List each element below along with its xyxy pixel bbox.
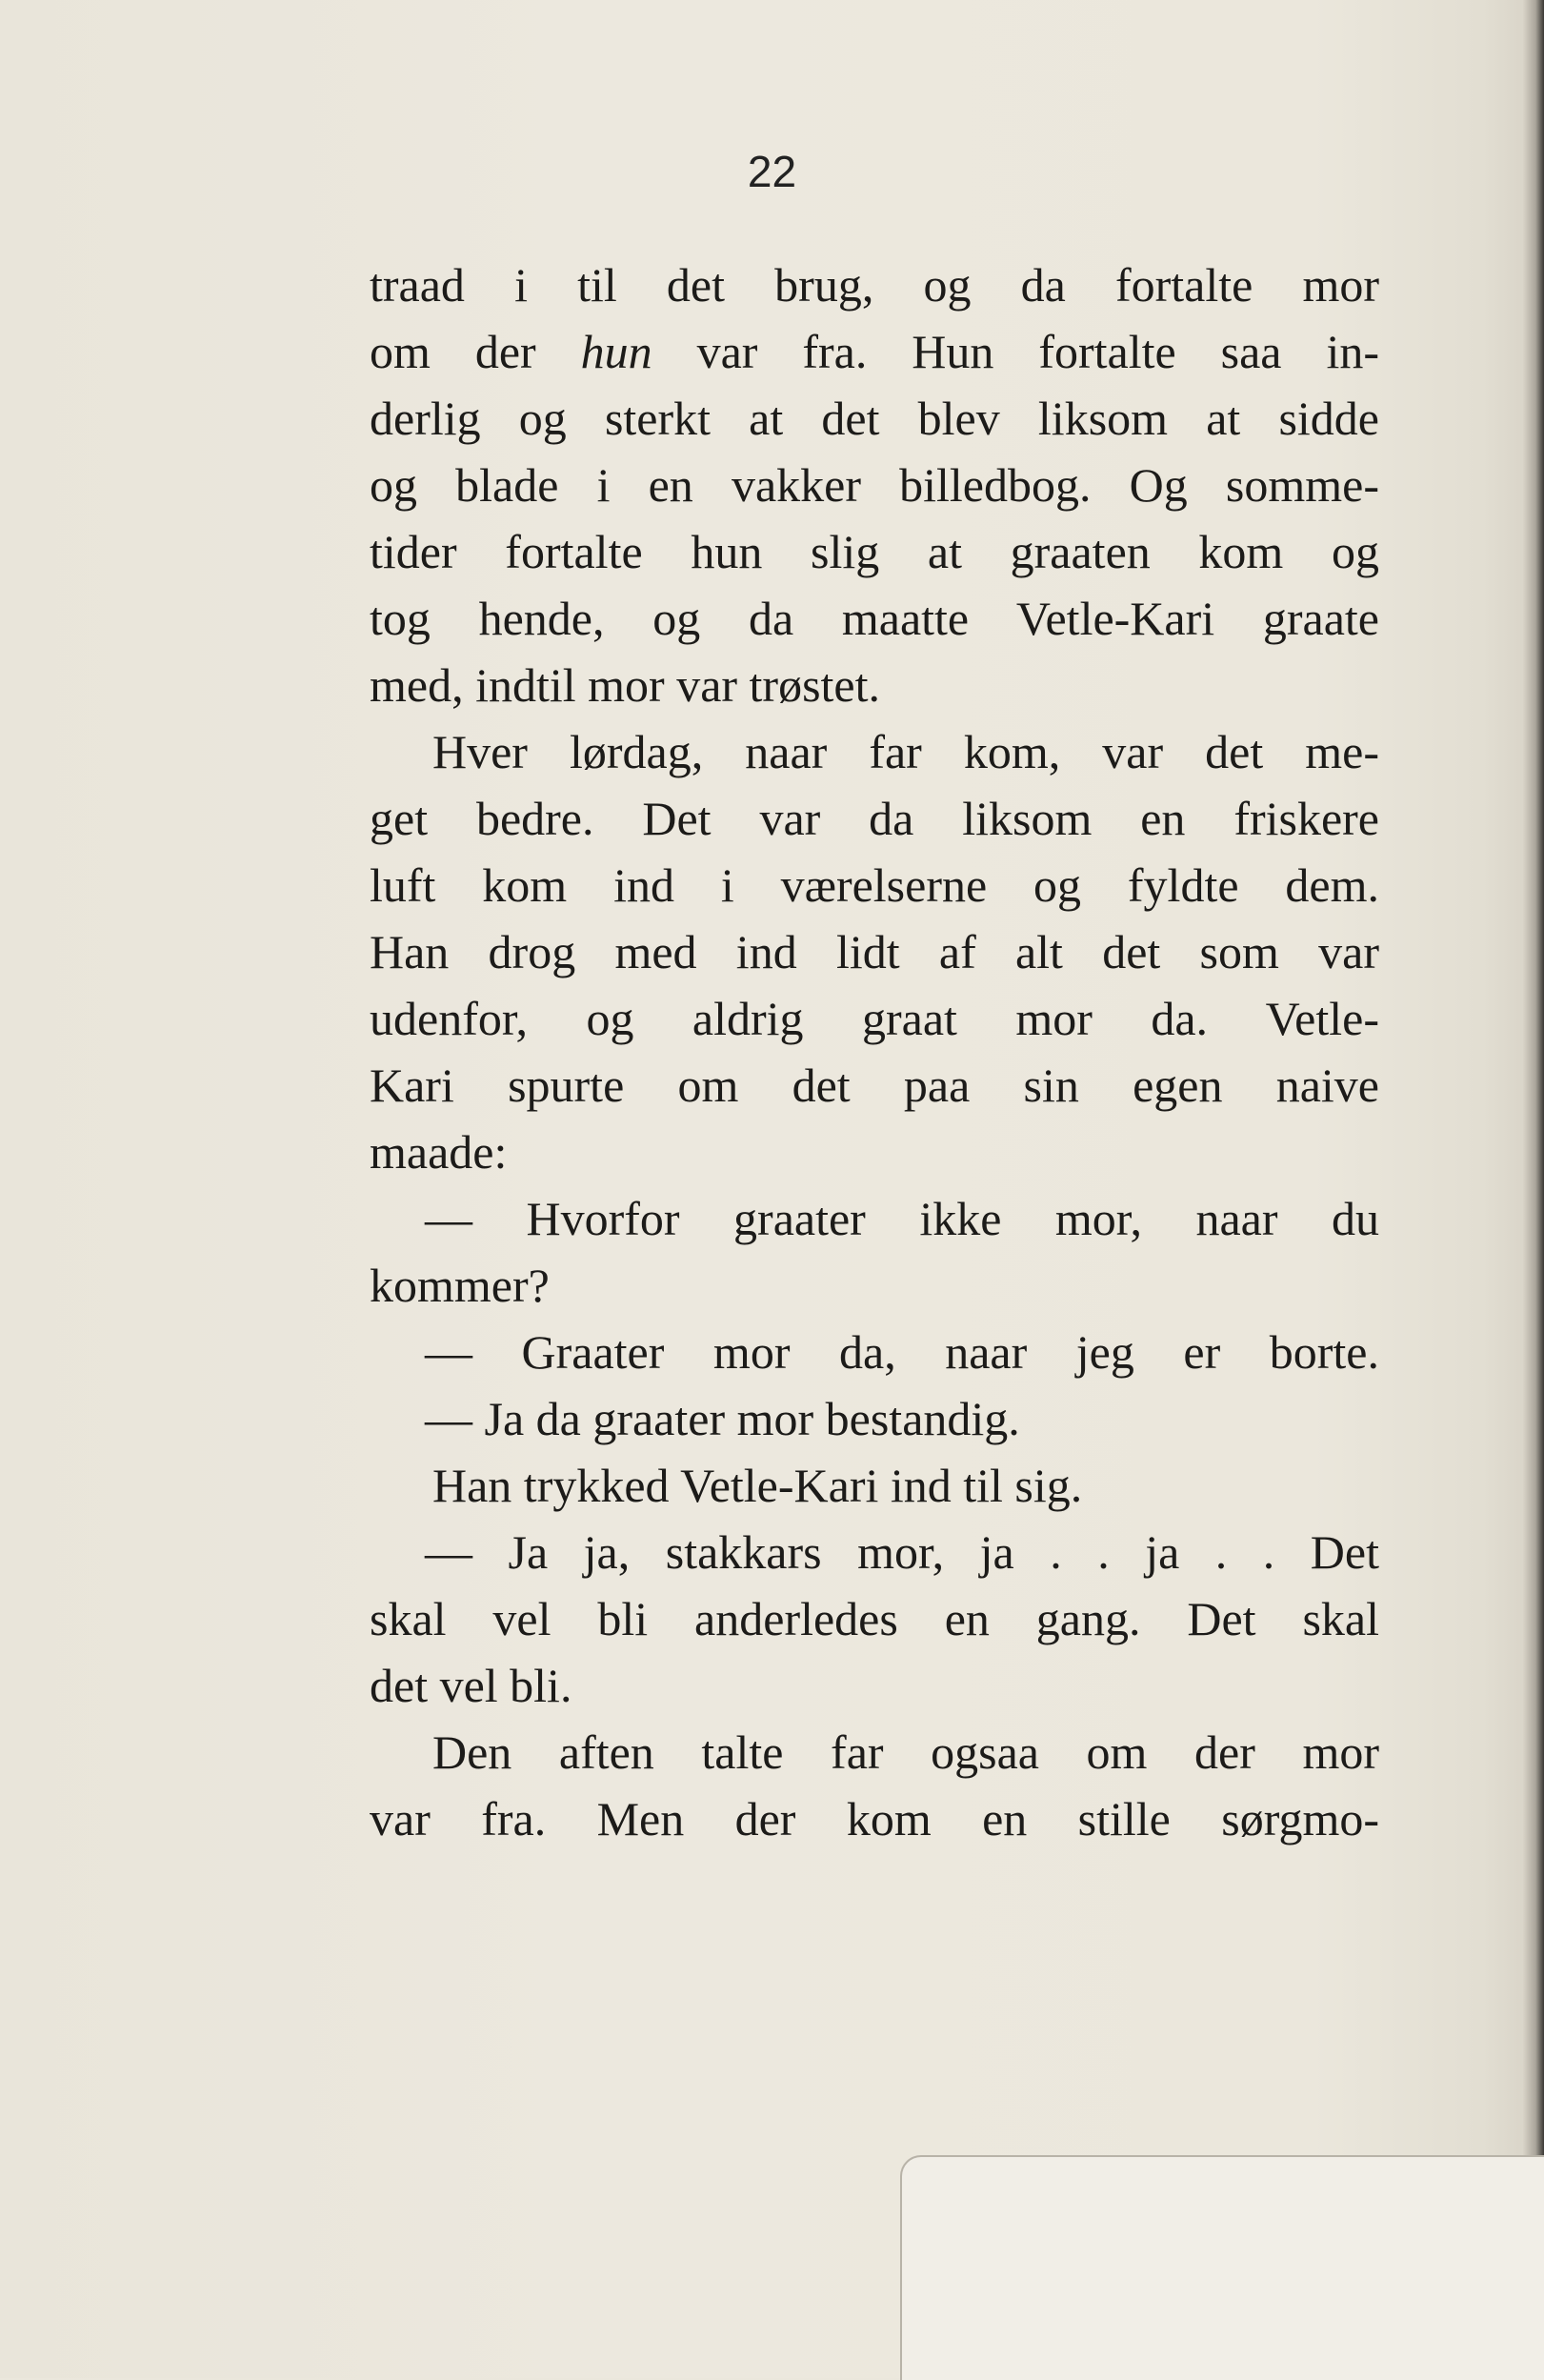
text-line <box>370 318 1379 385</box>
page-number: 22 <box>747 147 797 196</box>
paragraph-1 <box>370 252 1379 718</box>
text-line: Kari spurte om det paa sin egen naive <box>370 1059 1379 1112</box>
text-line: udenfor, og aldrig graat mor da. Vetle- <box>370 992 1379 1045</box>
text-line: og blade i en vakker billedbog. Og somme- <box>370 458 1379 512</box>
paragraph-4 <box>370 1319 1379 1385</box>
text-fragment: var fra. Hun fortalte saa in- <box>652 325 1379 378</box>
dialogue-line: — Graater mor da, naar jeg er borte. <box>425 1325 1379 1379</box>
page-right-edge <box>1523 0 1544 2378</box>
text-line: Hver lørdag, naar far kom, var det me- <box>432 725 1379 778</box>
dialogue-line: — Hvorfor graater ikke mor, naar du <box>425 1192 1379 1245</box>
paragraph-5 <box>370 1385 1379 1452</box>
text-line: tider fortalte hun slig at graaten kom og <box>370 525 1379 578</box>
text-line: tog hende, og da maatte Vetle-Kari graate <box>370 592 1379 645</box>
paragraph-7 <box>370 1519 1379 1719</box>
text-line: traad i til det brug, og da fortalte mor <box>370 258 1379 312</box>
text-line: derlig og sterkt at det blev liksom at sidde <box>370 392 1379 445</box>
paragraph-8 <box>370 1719 1379 1852</box>
text-line: get bedre. Det var da liksom en friskere <box>370 792 1379 845</box>
text-line: skal vel bli anderledes en gang. Det skal <box>370 1592 1379 1645</box>
text-line: Han trykked Vetle-Kari ind til sig. <box>432 1459 1083 1512</box>
body-text <box>370 252 1379 1852</box>
paragraph-6 <box>370 1452 1379 1519</box>
text-line: Han drog med ind lidt af alt det som var <box>370 925 1379 978</box>
text-line: maade: <box>370 1125 508 1179</box>
paragraph-2 <box>370 718 1379 1185</box>
text-line: med, indtil mor var trøstet. <box>370 658 881 712</box>
italic-word: hun <box>580 325 652 378</box>
text-line: det vel bli. <box>370 1659 572 1712</box>
text-line: luft kom ind i værelserne og fyldte dem. <box>370 858 1379 912</box>
paragraph-3 <box>370 1185 1379 1319</box>
text-line: Den aften talte far ogsaa om der mor <box>432 1725 1379 1779</box>
dialogue-line: — Ja da graater mor bestandig. <box>425 1392 1020 1445</box>
text-line: kommer? <box>370 1259 550 1312</box>
bottom-right-card <box>900 2155 1544 2380</box>
text-fragment: om der <box>370 325 581 378</box>
text-line: var fra. Men der kom en stille sørgmo- <box>370 1792 1379 1846</box>
dialogue-line: — Ja ja, stakkars mor, ja . . ja . . Det <box>425 1525 1379 1579</box>
